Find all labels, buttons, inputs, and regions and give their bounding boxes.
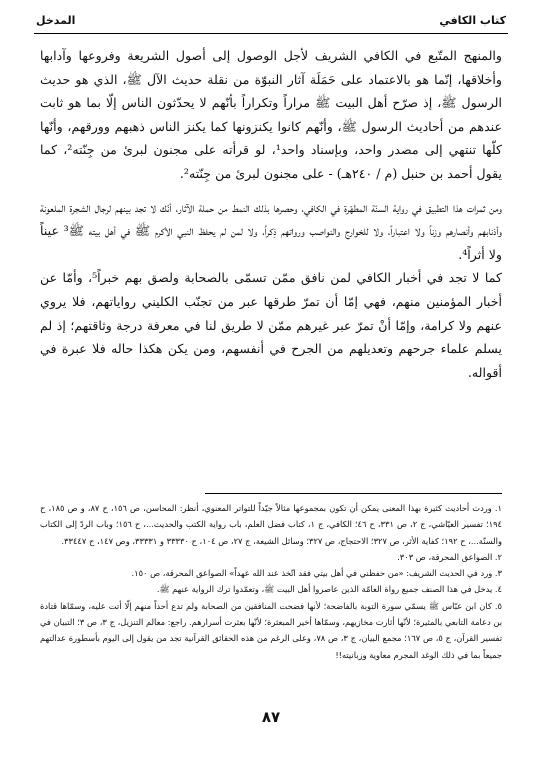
- footnote: ٣. ورد في الحديث الشريف: «من حفظني في أهل بيتي فقد اتّخذ عند الله عهداً» الصواعق المحرقة، ص ١٥٠.: [131, 568, 502, 579]
- running-header: [36, 14, 506, 30]
- header-rule: [34, 33, 508, 34]
- book-title: كتاب الكافي: [439, 14, 506, 27]
- section-title: المدخل: [36, 14, 76, 27]
- main-text: [40, 44, 502, 384]
- footnote: ٢. الصواعق المحرقة، ص ٣٠٣.: [397, 551, 502, 562]
- footnote-rule: [205, 493, 502, 494]
- footnote: ٥. كان ابن عبّاس ﷺ يسمّي سورة التوبة بالفاضحة؛ لأنها فضحت المنافقين من الصحابة ولم تدع أحداً منهم إلّا أتت عليه، وسمّاها قتادة بن دعامة التابعي بالمثيرة؛ لأنّها أثارت مخازيهم، وسمّاها أخير المبعثرة؛ لأنّها بعثرت أسرارهم. راجع: معالم التنزيل، ج ٣، ص ٣؛ التبيان في تفسير القرآن، ج ٥، ص ١٦٧؛ مجمع البيان، ج ٣، ص ٧٨، وعلى الرغم من هذه الحقائق القرآنية تجد من يقول إلى اليوم بأسطورة عدالتهم جميعاً بما في ذلك الوغد المجرم معاوية وزبانيته!!: [40, 600, 503, 660]
- footnotes: [40, 500, 502, 663]
- paragraph: والمنهج المتّبع في الكافي الشريف لأجل الوصول إلى أصول الشريعة وفروعها وآدابها وأخلاقها، إنّما هو بالاعتماد على حَمَلَة آثار النبوّة من نقلة حديث الآل ﷺ، الذي هو حديث الرسول ﷺ، إذ صرّح أهل البيت ﷺ مراراً وتكراراً بأنّهم لا يحدّثون الناس إلّا بما هو ثابت عندهم من أحاديث الرسول ﷺ، وأنّهم كانوا يكنزونها كما يكنز الناس ذهبهم وورقهم، وأنّها كلّها تنتهي إلى مصدر واحد، وبإسناد واحد¹، لو قرأته على مجنون لبرئ من جِنّته²، كما يقول أحمد بن حنبل (م / ٢٤٠هـ) - على مجنون لبرئ من جِنّته².: [40, 48, 502, 181]
- footnote: ١. وردت أحاديث كثيرة بهذا المعنى يمكن أن تكون بمجموعها مثالاً جيّداً للتواتر المعنوي، أنظر: المحاسن، ص ١٥٦، ح ٨٧، و ص ١٨٥، ح ١٩٤؛ تفسير العيّاشي، ج ٢، ص ٣٣١، ح ٤٦؛ الكافي، ج ١، كتاب فضل العلم، باب رواية الكتب والحديث...، ح ١٥٦؛ وباب الردّ إلى الكتاب والسنّة...، ح ١٩٢؛ كفاية الأثر، ص ٣٢٧؛ الاحتجاج، ص ٣٢٧؛ وسائل الشيعة، ج ٢٧، ص ١٠٤، ح ٣٣٣٣٠ و ٣٣٣٣١، وص ١٤٧، ح ٣٣٤٤٧.: [40, 503, 503, 546]
- page-number: ٨٧: [261, 708, 281, 726]
- paragraph-gap: [40, 186, 502, 196]
- paragraph: كما لا تجد في أخبار الكافي لمن نافق ممّن تسمّى بالصحابة ولصق بهم خبراً⁵، وأمّا عن أخبار المؤمنين منهم، فهي إمّا أن تمرّ طرقها عبر من تجنّب الكليني رواياتهم، فلا يروي عنهم ولا كرامة، وإمّا أنْ تمرّ عبر غيرهم ممّن لا طريق لنا في معرفة درجة وثاقتهم؛ إذ لم يسلم علماء جرحهم وتعديلهم من الجرح في أنفسهم، ومن يكن هكذا حاله فلا عبرة في أقواله.: [40, 270, 502, 380]
- footnote: ٤. يدخل في هذا الصنف جميع رواة العامّة الذين عاصروا أهل البيت ﷺ، وتعمّدوا ترك الرواية عنهم ﷺ.: [156, 584, 502, 595]
- paragraph: ومن ثمرات هذا التطبيق في رواية السنّة المطهّرة في الكافي، وحصرها بذلك النمط من حملة الآثار، أنّك لا تجد بينهم لرجال الشجرة الملعونة وأذنابهم وأنصارهم وزناً ولا اعتباراً، ولا للخوارج والنواصب ورواتهم ذِكراً، ولا لمن لم يحفظ النبي الأكرم ﷺ في أهل بيته ﷺ³ عيناً ولا أثراً⁴.: [40, 199, 502, 262]
